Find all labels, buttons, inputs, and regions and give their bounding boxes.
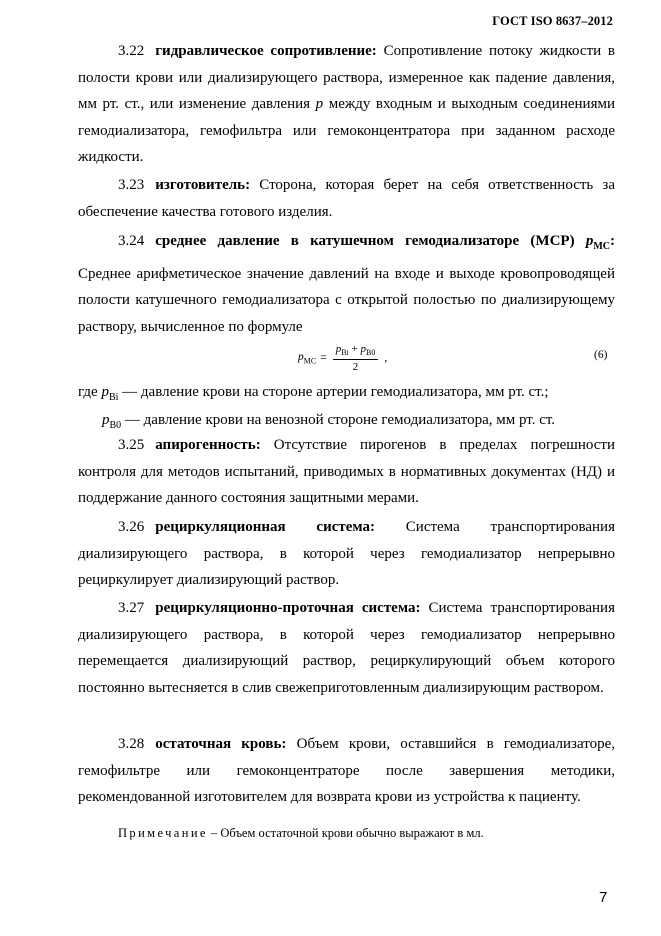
definition-3-25 [78,432,615,512]
formula-lhs: $p_{MC}$ [298,350,317,366]
note-label: Примечание [118,826,208,840]
definition-text: Отсутствие пирогенов в пределах погрешности контроля для методов испытаний, приводимых в нормативных документах (НД) и поддержание данного состояния защитными мерами. [78,437,615,506]
definition-3-23 [78,172,615,225]
clause-number: 3.28 [118,736,145,752]
clause-number: 3.24 [118,233,145,249]
definition-text: Объем крови, оставшийся в гемодиализаторе, гемофильтре или гемоконцентраторе после завершения методики, рекомендованной изготовителем для возврата крови из устройства к пациенту. [78,736,616,805]
definition-text-continued: между входным и выходным соединениями гемодиализатора, гемофильтра или гемоконцентратора при заданном расходе жидкости. [78,96,615,165]
definition-3-27 [78,595,615,701]
formula-trailing-comma: , [384,352,388,364]
formula-fraction [333,343,379,372]
note-text: – Объем остаточной крови обычно выражают в мл. [211,826,484,840]
clause-number: 3.22 [118,43,145,59]
formula-6 [298,340,387,376]
clause-number: 3.26 [118,519,145,535]
definition-text: Сопротивление потоку жидкости в полости крови или диализирующего раствора, измеренное как падение давления, мм рт. ст., или изменение давления [78,43,616,112]
term: рециркуляционная система: [155,519,376,535]
term: рециркуляционно-проточная система: [155,600,421,616]
equation-number: (6) [594,349,608,361]
where-line-1: где $p_{Bi}$ — давление крови на стороне артерии гемодиализатора, мм рт. ст.; [78,384,549,403]
formula-equals: = [320,352,327,364]
term: гидравлическое сопротивление: [155,43,377,59]
pressure-variable: p [315,96,324,112]
definition-text: Система транспортирования диализирующего раствора, в которой через гемодиализатор непрерывно перемещается диализирующий раствор, рециркулирующий объем которого постоянно вытесняется в слив свежеприготовленным диализирующим раствором. [78,600,615,696]
definition-text: Сторона, которая берет на себя ответственность за обеспечение качества готового изделия. [78,177,616,220]
where-line-2: $p_{B0}$ — давление крови на венозной стороне гемодиализатора, мм рт. ст. [102,412,556,431]
note [118,826,484,841]
page-number: 7 [599,889,608,906]
term: апирогенность: [155,437,261,453]
formula-denominator: 2 [352,360,359,373]
clause-number: 3.27 [118,600,145,616]
clause-number: 3.25 [118,437,145,453]
term: изготовитель: [155,177,251,193]
definition-3-24 [78,228,615,340]
document-code-header: ГОСТ ISO 8637–2012 [492,14,613,28]
definition-3-22 [78,38,615,171]
definition-3-28 [78,731,615,811]
term: среднее давление в катушечном гемодиализаторе (MCP) $p_{MC}$: [155,233,616,252]
definition-text: Среднее арифметическое значение давлений на входе и выходе кровопроводящей полости катушечного гемодиализатора с открытой полостью по диализирующему раствору, вычисленное по формуле [78,265,615,335]
definition-3-26 [78,514,615,594]
term: остаточная кровь: [155,736,287,752]
clause-number: 3.23 [118,177,145,193]
definition-text: Система транспортирования диализирующего раствора, в которой через гемодиализатор непрерывно рециркулирует диализирующий раствор. [78,519,615,588]
formula-numerator: $p_{Bi} + p_{B0}$ [333,343,379,359]
